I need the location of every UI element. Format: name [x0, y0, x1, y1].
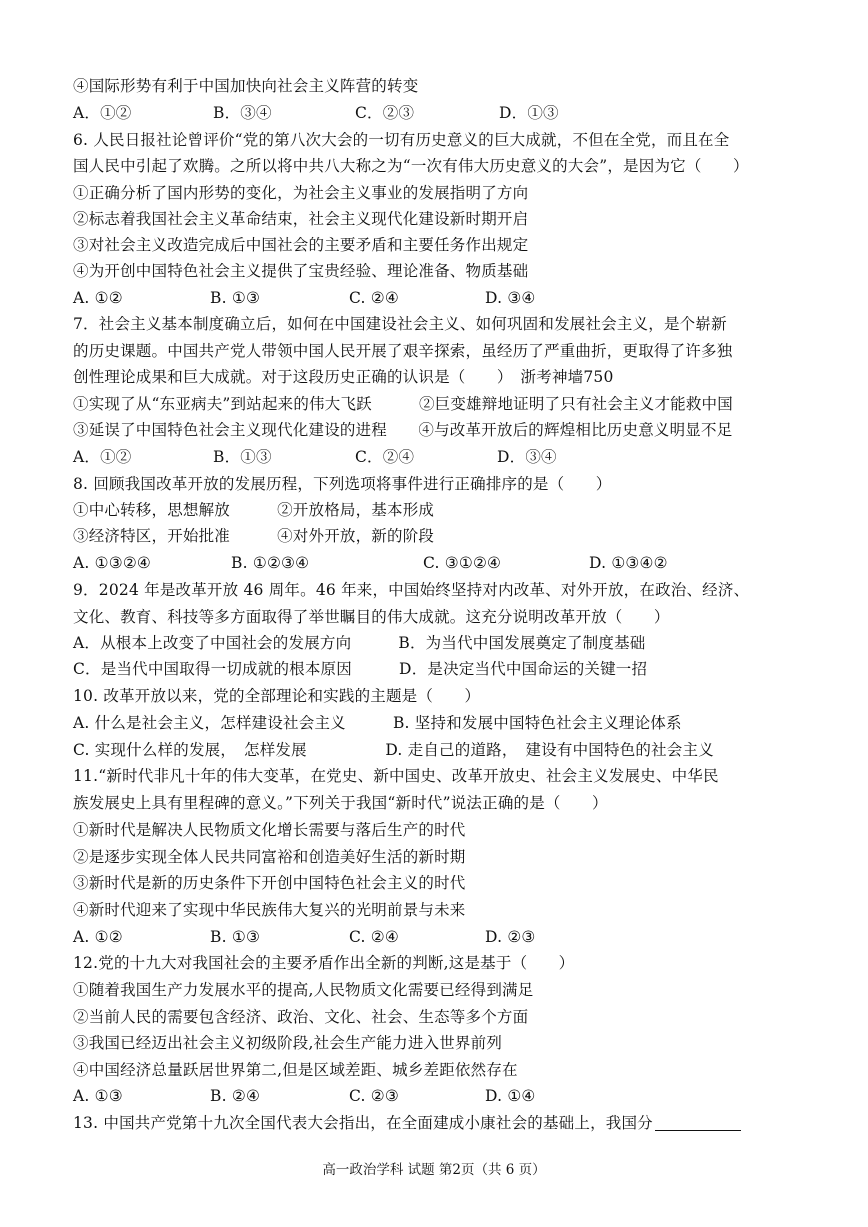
q10-options-c-d: C. 实现什么样的发展， 怎样发展 D. 走自己的道路， 建设有中国特色的社会主义: [73, 741, 714, 759]
q8-option-b: B. ①②③④: [231, 554, 310, 572]
q13-stem-line: [73, 1110, 741, 1136]
q12-option-c: C. ②③: [349, 1087, 399, 1105]
q12-option-b: B. ②④: [210, 1087, 261, 1105]
q13-answer-blank: [655, 1114, 741, 1131]
q6-stem-line-2: 国人民中引起了欢腾。之所以将中共八大称之为“一次有伟大历史意义的大会”，是因为它（ ）: [73, 157, 749, 175]
q11-option-a: A. ①②: [73, 928, 123, 946]
q7-option-b: B．①③: [213, 448, 272, 466]
q11-option-d: D. ②③: [485, 928, 536, 946]
q5-option-a: A．①②: [73, 104, 132, 122]
q7-statements-1-2: ①实现了从“东亚病夫”到站起来的伟大飞跃 ②巨变雄辩地证明了只有社会主义才能救中国: [73, 395, 733, 413]
q6-option-a: A. ①②: [73, 289, 123, 307]
q6-statement-4: ④为开创中国特色社会主义提供了宝贵经验、理论准备、物质基础: [73, 262, 529, 280]
q12-option-a: A. ①③: [73, 1087, 123, 1105]
q8-stem: 8. 回顾我国改革开放的发展历程，下列选项将事件进行正确排序的是（ ）: [73, 475, 612, 493]
q6-statement-3: ③对社会主义改造完成后中国社会的主要矛盾和主要任务作出规定: [73, 236, 529, 254]
q6-statement-2: ②标志着我国社会主义革命结束，社会主义现代化建设新时期开启: [73, 210, 529, 228]
q8-option-c: C. ③①②④: [423, 554, 502, 572]
q7-stem-line-3: 创性理论成果和巨大成就。对于这段历史正确的认识是（ ） 浙考神墙750: [73, 368, 614, 386]
q7-option-d: D．③④: [497, 448, 557, 466]
q7-statements-3-4: ③延误了中国特色社会主义现代化建设的进程 ④与改革开放后的辉煌相比历史意义明显不足: [73, 421, 733, 439]
q8-statements-3-4: ③经济特区，开始批准 ④对外开放，新的阶段: [73, 527, 435, 545]
q11-stem-line-2: 族发展史上具有里程碑的意义。”下列关于我国“新时代”说法正确的是（ ）: [73, 794, 608, 812]
q7-stem-line-1: 7．社会主义基本制度确立后，如何在中国建设社会主义、如何巩固和发展社会主义，是个崭新: [73, 315, 727, 333]
q5-option-c: C．②③: [355, 104, 415, 122]
q11-option-c: C. ②④: [349, 928, 399, 946]
q9-stem-line-2: 文化、教育、科技等多方面取得了举世瞩目的伟大成就。这充分说明改革开放（ ）: [73, 608, 670, 626]
q6-option-d: D. ③④: [485, 289, 536, 307]
q11-statement-4: ④新时代迎来了实现中华民族伟大复兴的光明前景与未来: [73, 901, 466, 919]
q6-option-b: B. ①③: [210, 289, 261, 307]
q9-options-c-d: C．是当代中国取得一切成就的根本原因 D．是决定当代中国命运的关键一招: [73, 660, 648, 678]
q12-option-d: D. ①④: [485, 1087, 536, 1105]
q7-stem-line-2: 的历史课题。中国共产党人带领中国人民开展了艰辛探索，虽经历了严重曲折，更取得了许多独: [73, 342, 733, 360]
q8-statements-1-2: ①中心转移，思想解放 ②开放格局，基本形成: [73, 501, 435, 519]
q11-statement-1: ①新时代是解决人民物质文化增长需要与落后生产的时代: [73, 821, 466, 839]
q10-options-a-b: A. 什么是社会主义，怎样建设社会主义 B. 坚持和发展中国特色社会主义理论体系: [73, 714, 682, 732]
q12-stem: 12.党的十九大对我国社会的主要矛盾作出全新的判断,这是基于（ ）: [73, 954, 575, 972]
q12-statement-2: ②当前人民的需要包含经济、政治、文化、社会、生态等多个方面: [73, 1008, 529, 1026]
q8-option-a: A. ①③②④: [73, 554, 152, 572]
q6-stem-line-1: 6. 人民日报社论曾评价“党的第八次大会的一切有历史意义的巨大成就，不但在全党，而且在全: [73, 131, 730, 149]
q9-stem-line-1: 9．2024 年是改革开放 46 周年。46 年来，中国始终坚持对内改革、对外开放，在政治、经济、: [73, 581, 750, 599]
q7-option-a: A．①②: [73, 448, 132, 466]
q5-statement-4: ④国际形势有利于中国加快向社会主义阵营的转变: [73, 77, 419, 95]
q12-statement-1: ①随着我国生产力发展水平的提高,人民物质文化需要已经得到满足: [73, 981, 534, 999]
q10-stem: 10. 改革开放以来，党的全部理论和实践的主题是（ ）: [73, 687, 481, 705]
q11-statement-2: ②是逐步实现全体人民共同富裕和创造美好生活的新时期: [73, 848, 466, 866]
q5-option-d: D．①③: [499, 104, 559, 122]
q12-statement-4: ④中国经济总量跃居世界第二,但是区域差距、城乡差距依然存在: [73, 1061, 518, 1079]
q9-options-a-b: A．从根本上改变了中国社会的发展方向 B．为当代中国发展奠定了制度基础: [73, 634, 646, 652]
q5-option-b: B．③④: [213, 104, 272, 122]
q6-statement-1: ①正确分析了国内形势的变化，为社会主义事业的发展指明了方向: [73, 184, 529, 202]
q12-statement-3: ③我国已经迈出社会主义初级阶段,社会生产能力进入世界前列: [73, 1034, 503, 1052]
q11-stem-line-1: 11.“新时代非凡十年的伟大变革，在党史、新中国史、改革开放史、社会主义发展史、中华民: [73, 767, 719, 785]
q13-stem-text: 13. 中国共产党第十九次全国代表大会指出，在全面建成小康社会的基础上，我国分: [73, 1114, 653, 1132]
q11-option-b: B. ①③: [210, 928, 261, 946]
q8-option-d: D. ①③④②: [589, 554, 668, 572]
q6-option-c: C. ②④: [349, 289, 399, 307]
page-footer: 高一政治学科 试题 第2页（共 6 页）: [322, 1162, 546, 1178]
q11-statement-3: ③新时代是新的历史条件下开创中国特色社会主义的时代: [73, 874, 466, 892]
q7-option-c: C．②④: [355, 448, 415, 466]
